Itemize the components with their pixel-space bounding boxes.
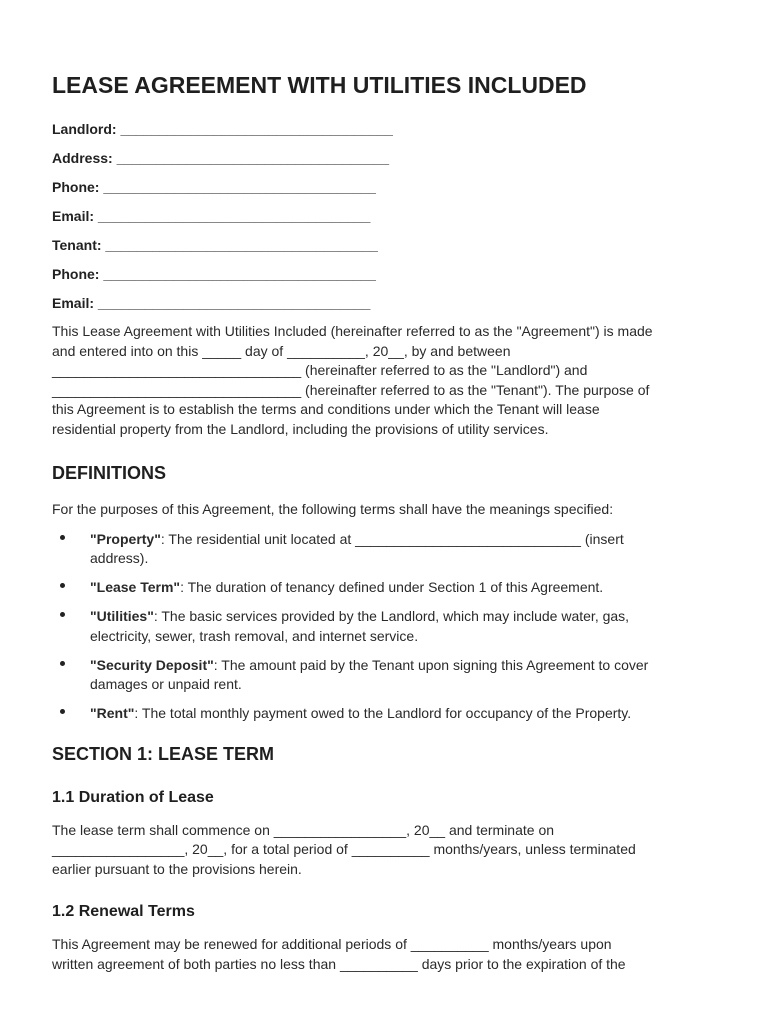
tenant-email-field[interactable] xyxy=(52,289,720,318)
intro-line: ________________________________ (hereinafter referred to as the "Landlord") and xyxy=(52,362,588,378)
definition-text: : The duration of tenancy defined under Section 1 of this Agreement. xyxy=(180,579,604,595)
intro-line: residential property from the Landlord, including the provisions of utility services. xyxy=(52,420,549,437)
definition-item xyxy=(52,704,720,724)
subsection-1-2-text xyxy=(52,935,720,974)
text-line: _________________, 20__, for a total period of __________ months/years, unless terminated xyxy=(52,841,636,857)
field-label: Email: xyxy=(52,208,95,224)
definitions-lead: For the purposes of this Agreement, the following terms shall have the meanings specified: xyxy=(52,501,614,517)
text-line: This Agreement may be renewed for additional periods of __________ months/years upon xyxy=(52,936,612,952)
text-line: written agreement of both parties no less than __________ days prior to the expiration of the xyxy=(52,955,626,972)
landlord-email-field[interactable] xyxy=(52,202,720,231)
field-label: Address: xyxy=(52,150,113,166)
definition-item xyxy=(52,530,720,569)
landlord-address-field[interactable] xyxy=(52,144,720,173)
field-label: Phone: xyxy=(52,266,100,282)
definition-text: electricity, sewer, trash removal, and internet service. xyxy=(90,627,419,644)
definition-text: : The total monthly payment owed to the Landlord for occupancy of the Property. xyxy=(134,705,632,721)
field-label: Tenant: xyxy=(52,237,102,253)
definition-term: "Security Deposit" xyxy=(90,656,214,673)
landlord-field[interactable] xyxy=(52,115,720,144)
field-label: Email: xyxy=(52,295,95,311)
field-blank[interactable]: ___________________________________ xyxy=(103,266,376,282)
definition-item xyxy=(52,656,720,695)
bullet-icon xyxy=(60,583,65,588)
bullet-icon xyxy=(60,661,65,666)
definition-item xyxy=(52,578,720,598)
intro-line: ________________________________ (hereinafter referred to as the "Tenant"). The purpose of xyxy=(52,381,650,398)
definition-text: : The basic services provided by the Landlord, which may include water, gas, xyxy=(153,608,630,624)
field-blank[interactable]: ___________________________________ xyxy=(105,237,378,253)
field-blank[interactable]: ___________________________________ xyxy=(103,179,376,195)
definition-item xyxy=(52,607,720,646)
document-title: LEASE AGREEMENT WITH UTILITIES INCLUDED xyxy=(52,72,587,98)
definition-term: "Lease Term" xyxy=(90,579,181,595)
text-line: earlier pursuant to the provisions herein. xyxy=(52,860,302,877)
landlord-phone-field[interactable] xyxy=(52,173,720,202)
party-fields xyxy=(52,115,720,318)
definition-term: "Property" xyxy=(90,530,161,547)
subsection-1-2-heading: 1.2 Renewal Terms xyxy=(52,903,195,920)
field-label: Landlord: xyxy=(52,121,117,137)
subsection-1-1-heading: 1.1 Duration of Lease xyxy=(52,788,214,806)
tenant-phone-field[interactable] xyxy=(52,260,720,289)
bullet-icon xyxy=(60,535,65,540)
intro-line: this Agreement is to establish the terms and conditions under which the Tenant will lease xyxy=(52,401,600,417)
text-line: The lease term shall commence on _________________, 20__ and terminate on xyxy=(52,821,555,838)
field-blank[interactable]: ___________________________________ xyxy=(97,295,371,311)
intro-line: and entered into on this _____ day of __________, 20__, by and between xyxy=(52,342,511,359)
bullet-icon xyxy=(60,612,65,617)
field-blank[interactable]: ___________________________________ xyxy=(120,121,393,137)
definition-text: damages or unpaid rent. xyxy=(90,676,242,692)
field-blank[interactable]: ___________________________________ xyxy=(97,208,371,224)
field-blank[interactable]: ___________________________________ xyxy=(116,150,390,166)
intro-line: This Lease Agreement with Utilities Included (hereinafter referred to as the "Agreement") is made xyxy=(52,323,653,339)
section1-heading: SECTION 1: LEASE TERM xyxy=(52,743,275,764)
definition-text: : The amount paid by the Tenant upon signing this Agreement to cover xyxy=(213,656,649,673)
subsection-1-1-text xyxy=(52,821,720,880)
definition-text: : The residential unit located at _____________________________ (insert xyxy=(160,530,624,547)
definitions-heading: DEFINITIONS xyxy=(52,463,167,483)
definition-term: "Rent" xyxy=(90,705,135,721)
field-label: Phone: xyxy=(52,179,100,195)
bullet-icon xyxy=(60,709,65,714)
definitions-list xyxy=(52,530,720,724)
intro-paragraph xyxy=(52,322,720,439)
document-page xyxy=(52,72,720,974)
definition-term: "Utilities" xyxy=(90,608,154,624)
definition-text: address). xyxy=(90,550,149,566)
tenant-field[interactable] xyxy=(52,231,720,260)
